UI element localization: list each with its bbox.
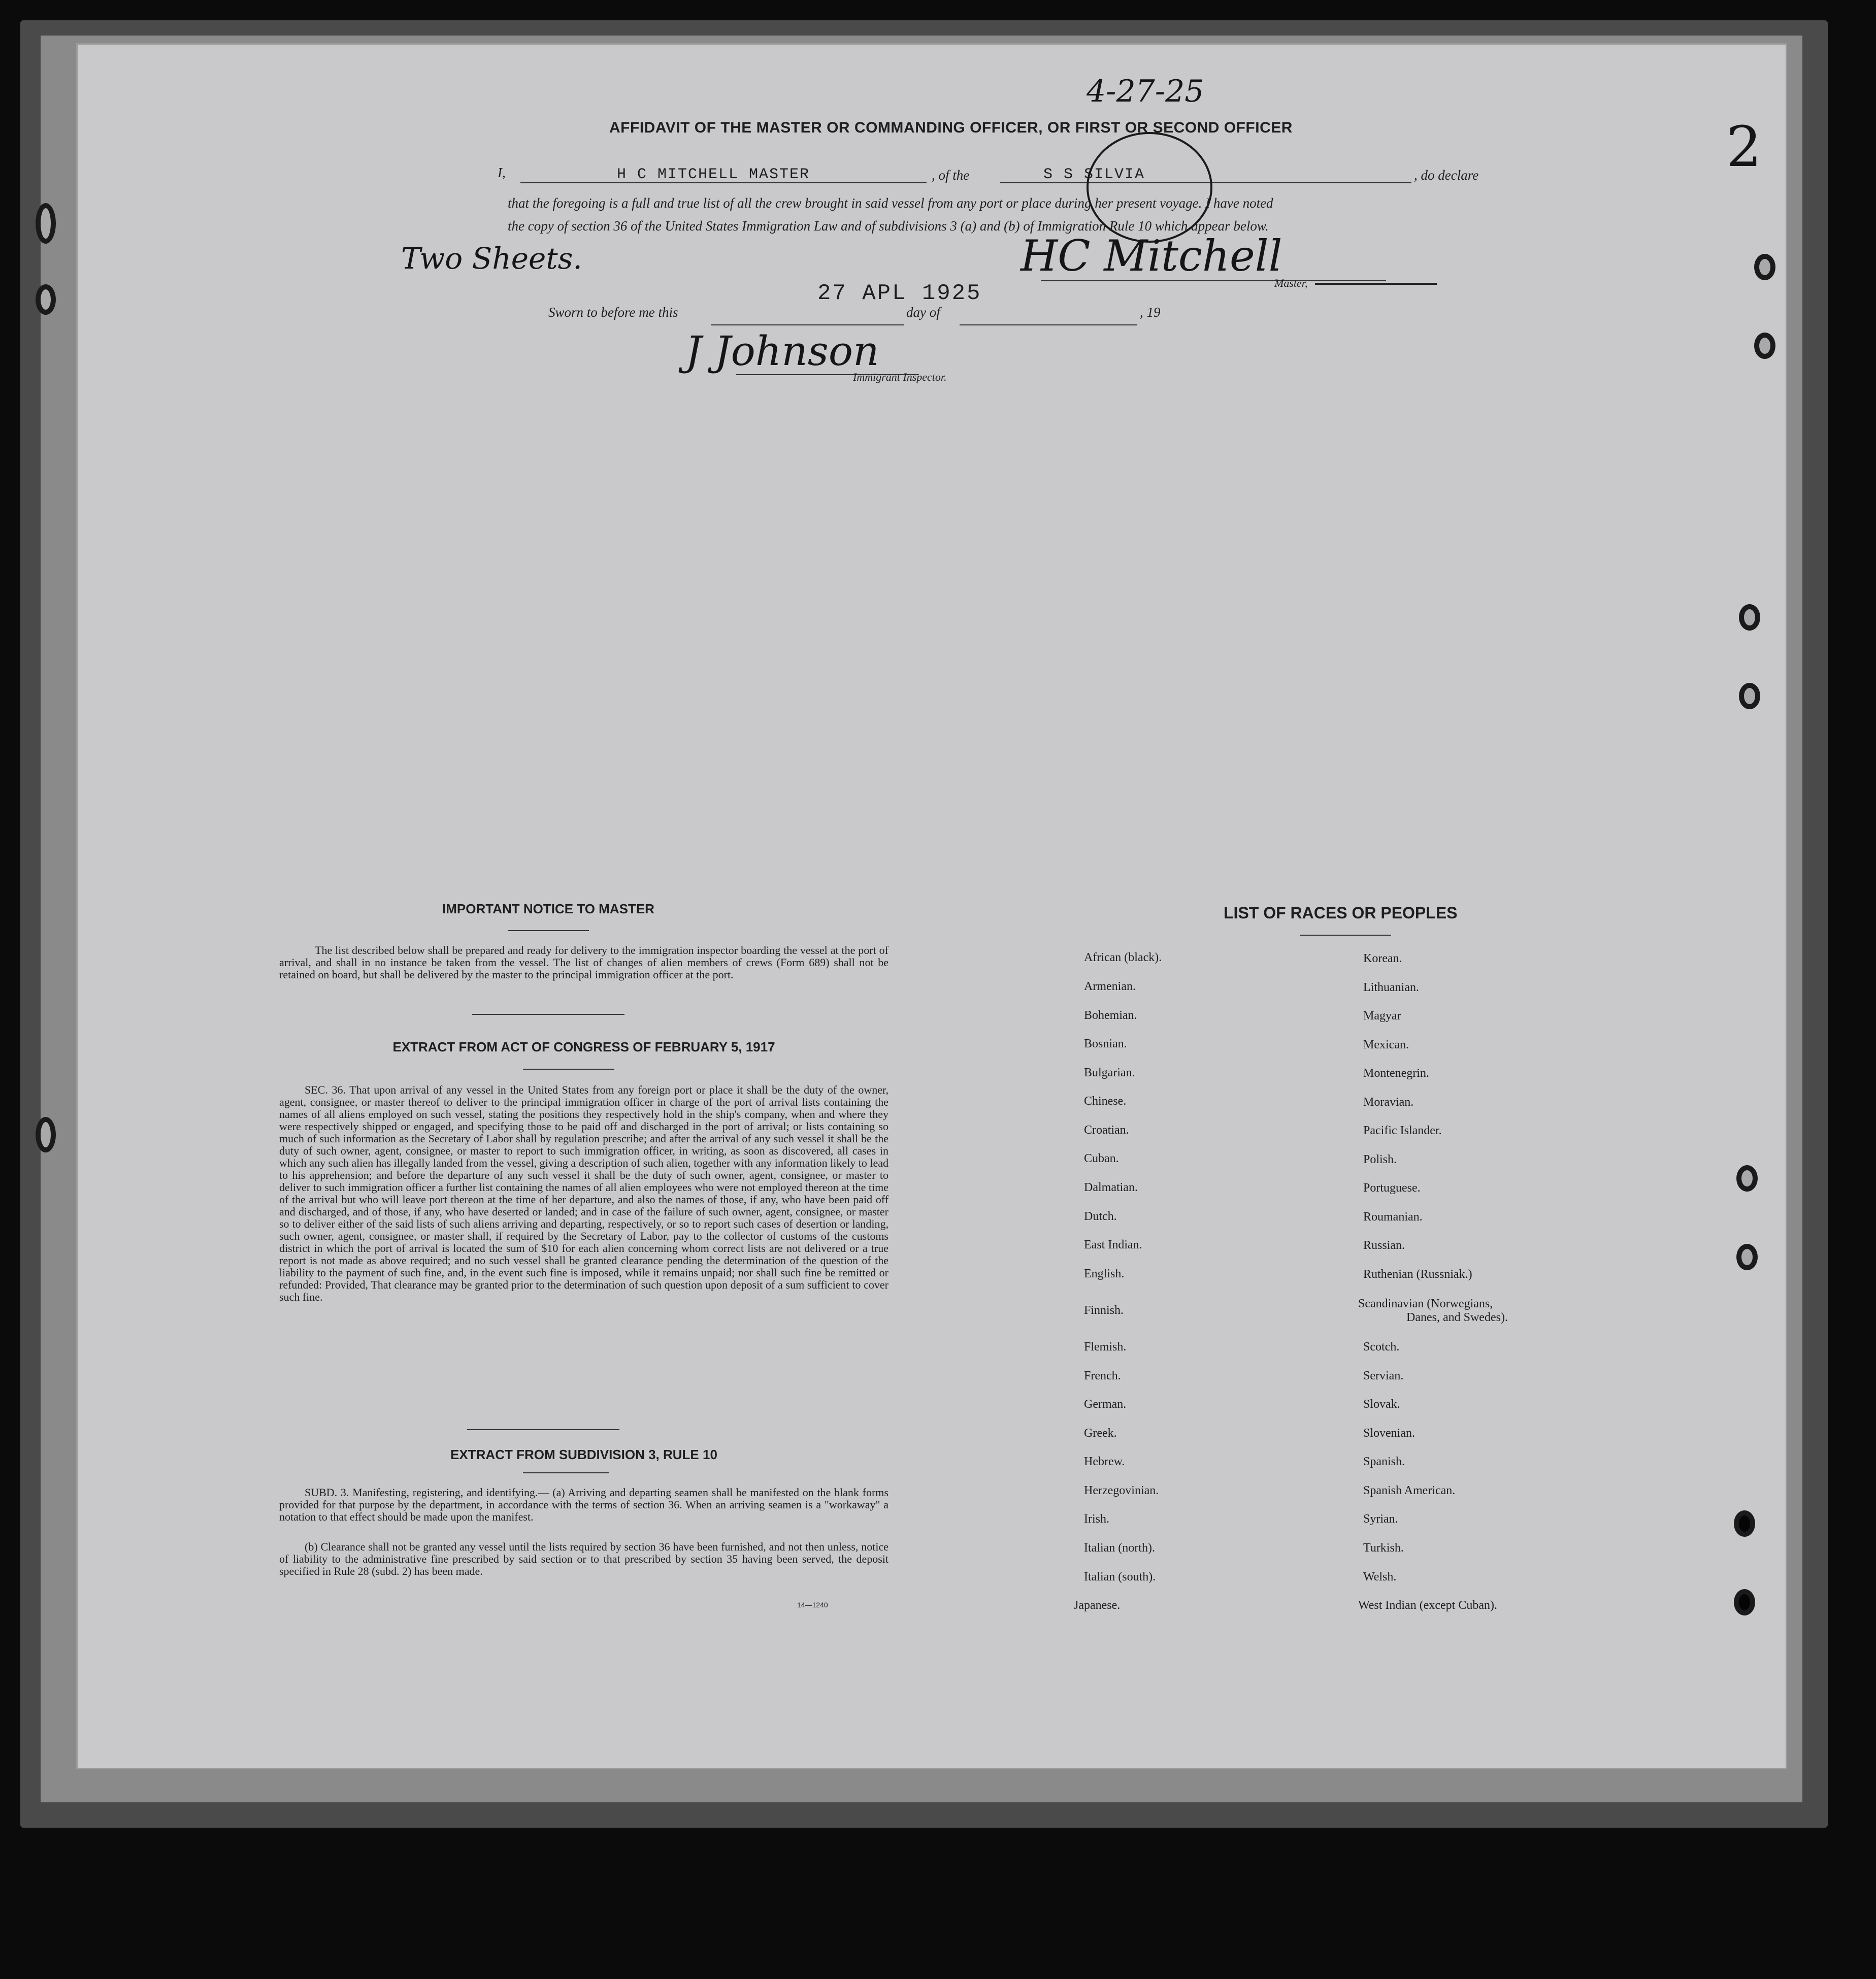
affidavit-text-line2: the copy of section 36 of the United States Immigration Law and of subdivisions 3 (a) and (b) of Immigration Rule 10 which appear below.	[508, 218, 1269, 234]
race-item: Chinese.	[1084, 1095, 1127, 1108]
document-page	[76, 43, 1787, 1769]
race-item: Slovenian.	[1363, 1427, 1415, 1440]
race-item: Dalmatian.	[1084, 1181, 1138, 1194]
notice-text: The list described below shall be prepared and ready for delivery to the immigration inspector boarding the vessel at the port of arrival, and shall in no instance be taken from the vessel. The list of changes of alien members of crews (Form 689) shall not be retained on board, but shall be delivered by the master to the principal immigration officer at the port.	[279, 944, 888, 981]
race-item: French.	[1084, 1369, 1121, 1382]
race-item: Hebrew.	[1084, 1455, 1125, 1468]
race-item: Servian.	[1363, 1369, 1404, 1382]
race-item: Greek.	[1084, 1427, 1117, 1440]
sworn-month-field	[960, 307, 1137, 325]
day-of-label: day of	[906, 305, 940, 320]
race-item: Bohemian.	[1084, 1009, 1137, 1022]
race-item: Armenian.	[1084, 980, 1136, 993]
binder-hole	[36, 203, 56, 244]
race-item: Korean.	[1363, 952, 1402, 965]
race-item: Magyar	[1363, 1009, 1401, 1023]
master-signature-line	[1041, 279, 1386, 281]
race-item: Scotch.	[1363, 1340, 1400, 1354]
binder-hole	[1736, 1244, 1758, 1270]
vessel-value: S S SILVIA	[1043, 166, 1145, 183]
master-name-value: H C MITCHELL MASTER	[617, 166, 810, 183]
races-title: LIST OF RACES OR PEOPLES	[1224, 904, 1458, 922]
race-item: Pacific Islander.	[1363, 1124, 1442, 1137]
race-item: Syrian.	[1363, 1512, 1398, 1526]
race-item: Bulgarian.	[1084, 1066, 1135, 1079]
race-item: Scandinavian (Norwegians,	[1358, 1297, 1493, 1310]
race-item: Herzegovinian.	[1084, 1484, 1159, 1497]
race-item: Polish.	[1363, 1153, 1397, 1166]
race-item: Spanish.	[1363, 1455, 1405, 1468]
race-item: Welsh.	[1363, 1570, 1397, 1584]
race-item: Moravian.	[1363, 1096, 1414, 1109]
sworn-day-field	[711, 307, 904, 325]
race-item: Spanish American.	[1363, 1484, 1456, 1497]
race-item: East Indian.	[1084, 1238, 1142, 1251]
year-label: , 19	[1140, 305, 1161, 320]
race-item: Flemish.	[1084, 1340, 1127, 1354]
binder-hole	[36, 284, 56, 315]
binder-hole	[1754, 254, 1775, 280]
divider	[467, 1429, 619, 1430]
notice-title: IMPORTANT NOTICE TO MASTER	[442, 901, 654, 916]
extract2-text-b: (b) Clearance shall not be granted any vessel until the lists required by section 36 have been furnished, and not then unless, notice of liability to the administrative fine prescribed by said section or to that prescribed by section 35 having been served, the deposit specified in Rule 28 (subd. 2) has been made.	[279, 1540, 888, 1577]
inspector-signature: J Johnson	[685, 327, 879, 375]
extract2-title: EXTRACT FROM SUBDIVISION 3, RULE 10	[450, 1447, 717, 1462]
race-item: Roumanian.	[1363, 1210, 1423, 1224]
affidavit-text-line1: that the foregoing is a full and true list of all the crew brought in said vessel from any port or place during her present voyage. I have noted	[508, 195, 1273, 211]
margin-note: Two Sheets.	[401, 241, 582, 276]
sworn-label: Sworn to before me this	[548, 305, 678, 320]
race-item: Japanese.	[1074, 1599, 1121, 1612]
race-item: Russian.	[1363, 1239, 1405, 1252]
race-item: Finnish.	[1084, 1304, 1124, 1317]
binder-hole	[1734, 1510, 1755, 1537]
master-name-field	[520, 165, 927, 183]
race-item: Croatian.	[1084, 1124, 1129, 1137]
strikeout-title	[1315, 283, 1437, 285]
extract2-text-a: SUBD. 3. Manifesting, registering, and identifying.— (a) Arriving and departing seamen shall be manifested on the blank forms provided for that purpose by the department, in accordance with the terms of section 36. When an arriving seamen is a "workaway" a notation to that effect should be made upon the manifest.	[279, 1486, 888, 1523]
binder-hole	[36, 1117, 56, 1152]
race-item: Portuguese.	[1363, 1181, 1421, 1195]
do-declare-label: , do declare	[1414, 168, 1479, 183]
divider	[508, 930, 589, 931]
sheet-number: 2	[1726, 114, 1762, 179]
divider	[523, 1472, 609, 1473]
extract1-text: SEC. 36. That upon arrival of any vessel in the United States from any foreign port or place it shall be the duty of the owner, agent, consignee, or master thereof to deliver to the principal immigration officer in charge of the port of arrival lists containing the names of all aliens employed on such vessel, stating the positions they respectively hold in the ship's company, when and where they were respectively shipped or engaged, and specifying those to be paid off and discharged in the port of arrival; or lists containing so much of such information as the Secretary of Labor shall by regulation prescribe; and after the arrival of any such vessel it shall be the duty of such owner, agent, consignee, or master to report to such immigration officer, in writing, as soon as discovered, all cases in which any such alien has illegally landed from the vessel, giving a description of such alien, together with any information likely to lead to his apprehension; and before the departure of any such vessel it shall be the duty of such owner, agent, consignee, or master to deliver to such immigration officer a further list containing the names of all alien employees who were not employed thereon at the time of the arrival but who will leave port thereon at the time of her departure, and also the names of those, if any, who have been paid off and discharged, and of those, if any, who have deserted or landed; and in case of the failure of such owner, agent, consignee, or master so to deliver either of the said lists of such aliens arriving and departing, respectively, or so to report such cases of desertion or landing, such owner, agent, consignee, or master shall, if required by the Secretary of Labor, pay to the collector of customs of the customs district in which the port of arrival is located the sum of $10 for each alien concerning whom correct lists are not delivered or a true report is not made as above required; and no such vessel shall be granted clearance pending the determination of the question of the liability to the payment of such fine, and, in the event such fine is imposed, while it remains unpaid; nor shall such fine be remitted or refunded: Provided, That clearance may be granted prior to the determination of such question upon deposit of a sum sufficient to cover such fine.	[279, 1083, 888, 1303]
extract1-title: EXTRACT FROM ACT OF CONGRESS OF FEBRUARY 5, 1917	[392, 1039, 775, 1054]
binder-hole	[1754, 333, 1775, 359]
of-the-label: , of the	[932, 168, 970, 183]
race-item: Slovak.	[1363, 1398, 1400, 1411]
race-item: Bosnian.	[1084, 1037, 1127, 1050]
race-item: Turkish.	[1363, 1541, 1404, 1555]
race-item: German.	[1084, 1398, 1127, 1411]
divider	[1300, 935, 1391, 936]
binder-hole	[1734, 1589, 1755, 1615]
affidavit-title: AFFIDAVIT OF THE MASTER OR COMMANDING OFFICER, OR FIRST OR SECOND OFFICER	[609, 119, 1293, 136]
form-number: 14—1240	[797, 1601, 828, 1609]
race-item: African (black).	[1084, 951, 1162, 964]
race-item: Mexican.	[1363, 1038, 1409, 1051]
race-item: Cuban.	[1084, 1152, 1119, 1165]
binder-hole	[1736, 1165, 1758, 1192]
race-item: Montenegrin.	[1363, 1067, 1429, 1080]
master-signature: HC Mitchell	[1021, 231, 1282, 281]
i-label: I,	[498, 165, 506, 180]
date-stamp: 27 APL 1925	[817, 281, 982, 306]
divider	[472, 1014, 624, 1015]
binder-hole	[1739, 604, 1760, 631]
race-item: Dutch.	[1084, 1210, 1117, 1223]
divider	[523, 1069, 614, 1070]
race-item: Lithuanian.	[1363, 981, 1419, 994]
race-item: Ruthenian (Russniak.)	[1363, 1268, 1472, 1281]
race-item: Italian (south).	[1084, 1570, 1156, 1584]
race-item: Irish.	[1084, 1512, 1109, 1526]
binder-hole	[1739, 683, 1760, 709]
master-label: Master,	[1274, 277, 1308, 289]
race-item: Italian (north).	[1084, 1541, 1155, 1555]
race-item: Danes, and Swedes).	[1406, 1311, 1508, 1324]
race-item: West Indian (except Cuban).	[1358, 1599, 1497, 1612]
race-item: English.	[1084, 1267, 1125, 1280]
inspector-label: Immigrant Inspector.	[853, 371, 947, 383]
handwritten-date-note: 4-27-25	[1087, 74, 1204, 109]
